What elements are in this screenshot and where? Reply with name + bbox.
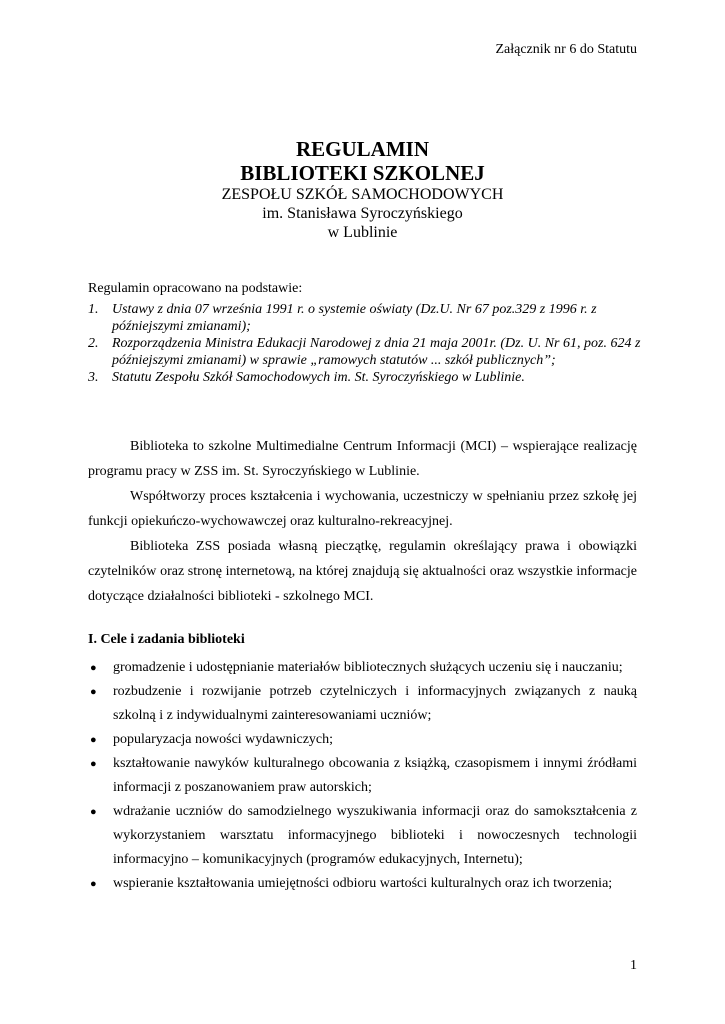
goal-text: rozbudzenie i rozwijanie potrzeb czytelniczych i informacyjnych związanych z nauką szkolną i z indywidualnymi zainteresowaniami uczniów;	[113, 684, 637, 723]
school-patron: im. Stanisława Syroczyńskiego	[262, 205, 463, 222]
legal-basis-number: 2.	[88, 336, 99, 351]
legal-basis-item	[88, 369, 644, 386]
school-city: w Lublinie	[327, 224, 398, 241]
goal-item	[88, 728, 637, 752]
section-heading: I. Cele i zadania biblioteki	[88, 632, 245, 647]
legal-basis-item	[88, 301, 644, 335]
goal-item	[88, 680, 637, 728]
legal-basis-text: Statutu Zespołu Szkół Samochodowych im. St. Syroczyńskiego w Lublinie.	[112, 370, 525, 385]
intro-paragraph: Biblioteka ZSS posiada własną pieczątkę, regulamin określający prawa i obowiązki czytelników oraz stronę internetową, na której znajdują się aktualności oraz wszystkie informacje dotyczące działalności biblioteki - szkolnego MCI.	[88, 539, 637, 604]
legal-basis-list	[88, 301, 644, 386]
goal-item	[88, 800, 637, 872]
legal-basis-number: 1.	[88, 302, 99, 317]
legal-basis	[88, 280, 644, 386]
intro-paragraph: Biblioteka to szkolne Multimedialne Centrum Informacji (MCI) – wspierające realizację programu pracy w ZSS im. St. Syroczyńskiego w Lublinie.	[88, 439, 637, 479]
legal-basis-text: Rozporządzenia Ministra Edukacji Narodowej z dnia 21 maja 2001r. (Dz. U. Nr 61, poz. 624 z późniejszymi zmianami) w sprawie „ramowych statutów ... szkół publicznych”;	[112, 336, 641, 368]
goal-text: wspieranie kształtowania umiejętności odbioru wartości kulturalnych oraz ich tworzenia;	[113, 876, 613, 891]
attachment-note: Załącznik nr 6 do Statutu	[495, 42, 637, 57]
goal-text: wdrażanie uczniów do samodzielnego wyszukiwania informacji oraz do samokształcenia z wykorzystaniem warsztatu informacyjnego biblioteki i nowoczesnych technologii informacyjno – komunikacyjnych (programów edukacyjnych, Internetu);	[113, 804, 637, 867]
title-line-1: REGULAMIN	[295, 137, 429, 161]
bullet-icon: ●	[90, 686, 97, 698]
title-line-2: BIBLIOTEKI SZKOLNEJ	[240, 161, 485, 185]
bullet-icon: ●	[90, 734, 97, 746]
bullet-icon: ●	[90, 758, 97, 770]
intro-paragraph: Współtworzy proces kształcenia i wychowania, uczestniczy w spełnianiu przez szkołę jej funkcji opiekuńczo-wychowawczej oraz kulturalno-rekreacyjnej.	[88, 489, 637, 529]
goal-text: gromadzenie i udostępnianie materiałów bibliotecznych służących uczeniu się i nauczaniu;	[113, 660, 623, 675]
goal-text: kształtowanie nawyków kulturalnego obcowania z książką, czasopismem i innymi źródłami informacji z poszanowaniem praw autorskich;	[113, 756, 637, 795]
legal-basis-number: 3.	[88, 370, 99, 385]
goal-item	[88, 752, 637, 800]
legal-basis-item	[88, 335, 644, 369]
title-block	[88, 137, 637, 242]
bullet-icon: ●	[90, 662, 97, 674]
bullet-icon: ●	[90, 878, 97, 890]
goals-list	[88, 656, 637, 896]
goal-text: popularyzacja nowości wydawniczych;	[113, 732, 334, 747]
school-name: ZESPOŁU SZKÓŁ SAMOCHODOWYCH	[221, 186, 504, 203]
legal-basis-text: Ustawy z dnia 07 września 1991 r. o systemie oświaty (Dz.U. Nr 67 poz.329 z 1996 r. z późniejszymi zmianami);	[112, 302, 597, 334]
legal-basis-intro: Regulamin opracowano na podstawie:	[88, 281, 303, 296]
introduction	[88, 434, 637, 609]
section-goals	[88, 630, 637, 896]
bullet-icon: ●	[90, 806, 97, 818]
goal-item	[88, 656, 637, 680]
goal-item	[88, 872, 637, 896]
page-number: 1	[630, 958, 637, 973]
